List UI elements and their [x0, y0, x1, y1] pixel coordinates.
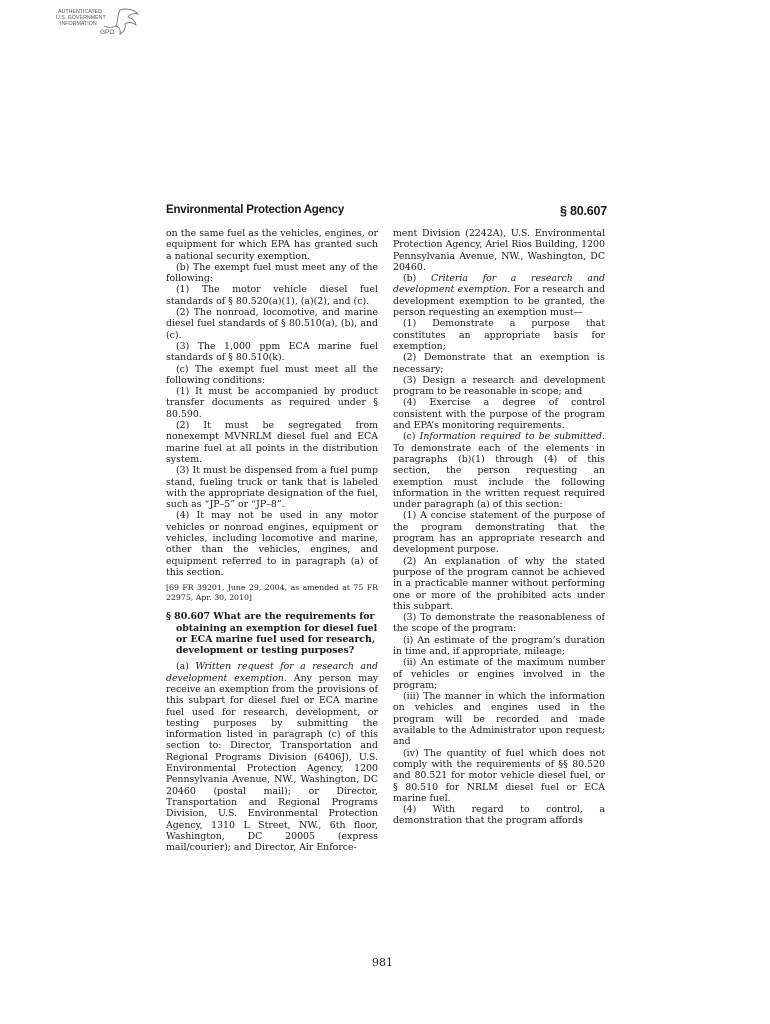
svg-text:GPO: GPO [100, 29, 115, 36]
paragraph: (2) Demonstrate that an exemption is necessary; [393, 352, 605, 375]
paragraph: (2) It must be segregated from nonexempt MVNRLM diesel fuel and ECA marine fuel at all points in the distribution system. [166, 420, 378, 465]
paragraph: (b) The exempt fuel must meet any of the following: [166, 261, 378, 285]
paragraph: (4) It may not be used in any motor vehicles or nonroad engines, equipment or vehicles, including locomotive and marine, other than the vehicles, engines, and equipment referred to in paragraph (a) of this section. [166, 510, 378, 578]
paragraph: (iii) The manner in which the information on vehicles and engines used in the program will be recorded and made available to the Administrator upon request; and [393, 691, 605, 748]
running-header-agency: Environmental Protection Agency [166, 204, 345, 216]
paragraph [393, 431, 605, 510]
paragraph: (1) A concise statement of the purpose of the program demonstrating that the program has an appropriate research and development purpose. [393, 510, 605, 556]
paragraph-label: (c) [403, 431, 416, 443]
paragraph: (4) Exercise a degree of control consistent with the purpose of the program and EPA’s monitoring requirements. [393, 397, 605, 432]
paragraph: (1) It must be accompanied by product transfer documents as required under § 80.590. [166, 386, 378, 420]
svg-text:U.S. GOVERNMENT: U.S. GOVERNMENT [56, 15, 106, 21]
eagle-seal-icon [56, 6, 148, 42]
paragraph: (3) Design a research and development program to be reasonable in scope; and [393, 374, 605, 398]
paragraph: (3) To demonstrate the reasonableness of the scope of the program: [393, 612, 605, 635]
gpo-authentication-logo [56, 6, 148, 42]
paragraph-heading-italic: Criteria for a research and development exemption. [393, 273, 605, 296]
paragraph: (iv) The quantity of fuel which does not comply with the requirements of §§ 80.520 and 80.521 for motor vehicle diesel fuel, or § 80.510 for NRLM diesel fuel or ECA marine fuel. [393, 747, 605, 804]
paragraph-text: For a research and development exemption to be granted, the person requesting an exemption must— [393, 284, 605, 319]
right-text-column [393, 228, 605, 918]
paragraph: (2) An explanation of why the stated purpose of the program cannot be achieved in a practicable manner without performing one or more of the prohibited acts under this subpart. [393, 555, 605, 612]
left-text-column [166, 228, 378, 918]
paragraph-text: To demonstrate each of the elements in paragraphs (b)(1) through (4) of this section, the person requesting an exemption must include the following information in the written request required under paragraph (a) of this section: [393, 442, 605, 511]
svg-text:AUTHENTICATED: AUTHENTICATED [58, 9, 103, 15]
section-heading: § 80.607 What are the requirements for obtaining an exemption for diesel fuel or ECA marine fuel used for research, development or testing purposes? [166, 611, 378, 657]
paragraph: (ii) An estimate of the maximum number of vehicles or engines involved in the program; [393, 657, 605, 691]
running-header-section: § 80.607 [560, 204, 608, 218]
paragraph: (4) With regard to control, a demonstration that the program affords [393, 804, 605, 827]
paragraph-heading-italic: Written request for a research and development exemption. [166, 661, 378, 684]
paragraph: (c) The exempt fuel must meet all the following conditions: [166, 363, 378, 386]
paragraph: (3) It must be dispensed from a fuel pump stand, fueling truck or tank that is labeled with the appropriate designation of the fuel, such as “JP–5” or “JP–8”. [166, 465, 378, 511]
paragraph-label: (a) [176, 661, 189, 673]
paragraph: (3) The 1,000 ppm ECA marine fuel standards of § 80.510(k). [166, 340, 378, 364]
paragraph: (i) An estimate of the program’s duration in time and, if appropriate, mileage; [393, 634, 605, 657]
amendment-citation: [69 FR 39201, June 29, 2004, as amended at 75 FR 22975, Apr. 30, 2010] [166, 583, 378, 602]
paragraph-heading-italic: Information required to be submitted. [419, 431, 605, 443]
paragraph: (1) Demonstrate a purpose that constitutes an appropriate basis for exemption; [393, 318, 605, 352]
paragraph-label: (b) [403, 273, 417, 285]
paragraph [393, 273, 605, 318]
paragraph-text: Any person may receive an exemption from the provisions of this subpart for diesel fuel or ECA marine fuel used for research, development, or testing purposes by submitting the information listed in paragraph (c) of this section to: Director, Transportation and Regional Programs Division (6406J), U.S. Environmental Protection Agency, 1200 Pennsylvania Avenue, NW., Washington, DC 20460 (postal mail); or Director, Transportation and Regional Programs Division, U.S. Environmental Protection Agency, 1310 L Street, NW., 6th floor, Washington, DC 20005 (express mail/courier); and Director, Air Enforce- [166, 672, 378, 854]
page-number: 981 [372, 956, 393, 969]
paragraph: (2) The nonroad, locomotive, and marine diesel fuel standards of § 80.510(a), (b), and (c). [166, 307, 378, 341]
paragraph: on the same fuel as the vehicles, engines, or equipment for which EPA has granted such a national security exemption. [166, 228, 378, 262]
paragraph [166, 661, 378, 853]
paragraph: ment Division (2242A), U.S. Environmental Protection Agency, Ariel Rios Building, 1200 Pennsylvania Avenue, NW., Washington, DC 20460. [393, 228, 605, 273]
svg-text:INFORMATION: INFORMATION [60, 21, 97, 27]
paragraph: (1) The motor vehicle diesel fuel standards of § 80.520(a)(1), (a)(2), and (c). [166, 284, 378, 307]
